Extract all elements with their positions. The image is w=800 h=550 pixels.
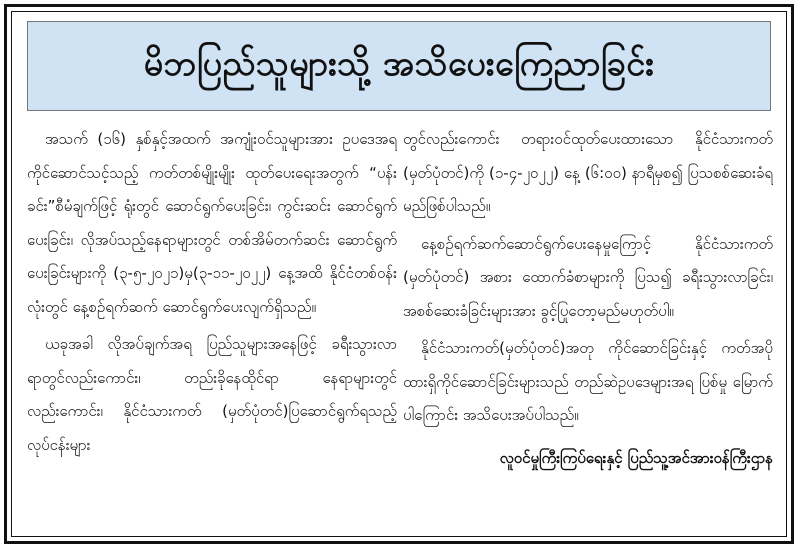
right-paragraph-2: နေ့စဉ်ရက်ဆက်ဆောင်ရွက်ပေးနေမှုကြောင့် နိုင်ငံသားကတ် (မှတ်ပုံတင်) အစား ထောက်ခံစာများကို ပြသ၍ ခရီးသွားလာခြင်း၊ အစစ်ဆေးခံခြင်းများအား ခွင့်ပြုတော့မည်မဟုတ်ပါ။ xyxy=(403,234,773,320)
notice-title: မိဘပြည်သူများသို့ အသိပေးကြေညာခြင်း xyxy=(143,43,655,84)
left-paragraph-2: ယခုအခါ လိုအပ်ချက်အရ ပြည်သူများအနေဖြင့် ခရီးသွားလာရာတွင်လည်းကောင်း၊ တည်းခိုနေထိုင်ရာ နေရာများတွင် လည်းကောင်း၊ နိုင်ငံသားကတ် (မှတ်ပုံတင်)ပြဆောင်ရွက်ရသည့် လုပ်ငန်းများ xyxy=(27,335,397,454)
issuer-signature: လူဝင်မှုကြီးကြပ်ရေးနှင့် ပြည်သူ့အင်အားဝန်ကြီးဌာန xyxy=(499,448,773,467)
left-paragraph-1: အသက် (၁၆) နှစ်နှင့်အထက် အကျုံးဝင်သူများအား ဥပဒေအရ ကိုင်ဆောင်သင့်သည့် ကတ်တစ်မျိုးမျိုး ထုတ်ပေးရေးအတွက် “ပန်းခင်း”စီမံချက်ဖြင့် ရုံးတွင် ဆောင်ရွက်ပေးခြင်း၊ ကွင်းဆင်း ဆောင်ရွက်ပေးခြင်း၊ လိုအပ်သည့်နေရာများတွင် တစ်အိမ်တက်ဆင်း ဆောင်ရွက်ပေးခြင်းများကို (၃-၅-၂၀၂၁)မှ(၃-၁၁-၂၀၂၂) နေ့အထိ နိုင်ငံတစ်ဝန်းလုံးတွင် နေ့စဉ်ရက်ဆက် ဆောင်ရွက်ပေးလျက်ရှိသည်။ xyxy=(27,130,397,316)
body-columns xyxy=(27,123,773,535)
right-column xyxy=(403,123,773,535)
right-paragraph-1: တွင်လည်းကောင်း တရားဝင်ထုတ်ပေးထားသော နိုင်ငံသားကတ် (မှတ်ပုံတင်)ကို (၁-၄-၂၀၂၂) နေ့ (၆:၀၀) နာရီမှစ၍ ပြသစစ်ဆေးခံရမည်ဖြစ်ပါသည်။ xyxy=(403,130,773,215)
title-banner xyxy=(27,21,771,111)
left-column xyxy=(27,123,397,535)
notice-frame xyxy=(4,4,794,544)
right-paragraph-3: နိုင်ငံသားကတ်(မှတ်ပုံတင်)အတု ကိုင်ဆောင်ခြင်းနှင့် ကတ်အပို ထားရှိကိုင်ဆောင်ခြင်းများသည် တည်ဆဲဥပဒေများအရ ပြစ်မှု မြောက်ပါကြောင်း အသိပေးအပ်ပါသည်။ xyxy=(403,339,773,424)
